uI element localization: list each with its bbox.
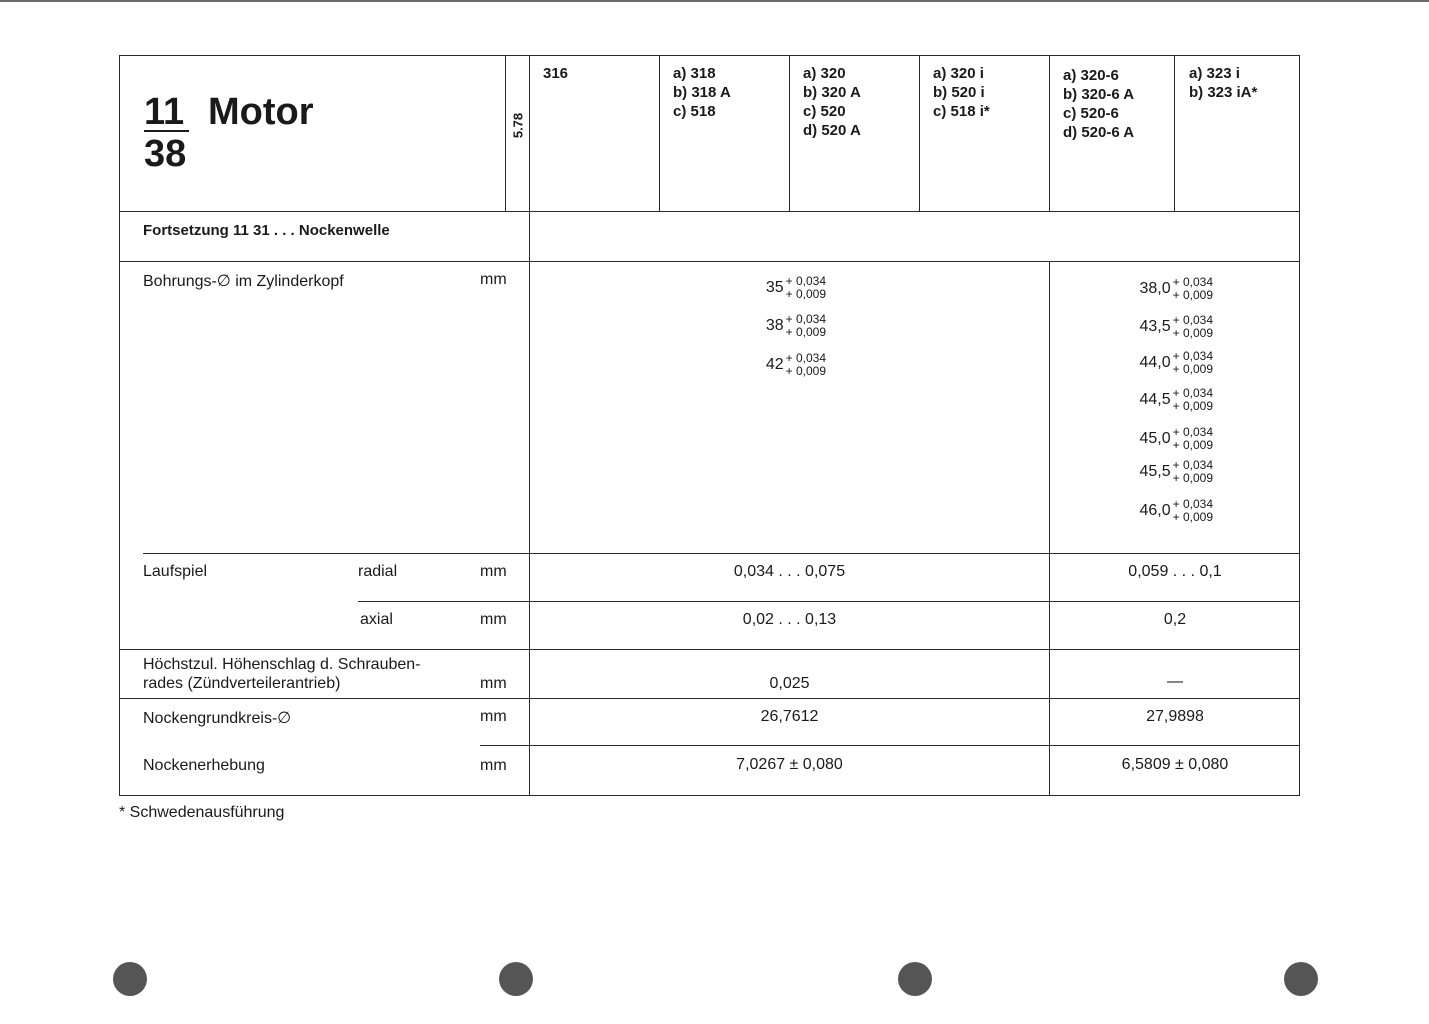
header-divider: [1049, 55, 1050, 212]
tolerance-value: 43,5 + 0,034 + 0,009: [1139, 313, 1213, 340]
page-top-edge: [0, 0, 1429, 2]
tolerance-value: 46,0 + 0,034 + 0,009: [1139, 497, 1213, 524]
fraction-line: [144, 130, 189, 132]
page-number: 38: [144, 133, 187, 175]
value-cell: 0,02 . . . 0,13: [742, 611, 837, 628]
version-label: 5.78: [510, 112, 526, 139]
model-column-323i: a) 323 i b) 323 iA*: [1189, 65, 1258, 101]
value-cell: 26,7612: [760, 708, 819, 725]
value-cell: 27,9898: [1146, 708, 1204, 725]
value-cell: 0,2: [1163, 611, 1187, 628]
page-title: Motor: [208, 91, 314, 133]
row-label-laufspiel: Laufspiel: [143, 563, 208, 580]
sub-label-axial: axial: [360, 611, 393, 628]
value-cell: 0,025: [769, 675, 810, 692]
section-bottom-line: [119, 261, 1300, 262]
punch-hole-icon: [898, 962, 932, 996]
unit-label: mm: [480, 563, 507, 580]
model-column-316: 316: [543, 65, 569, 82]
row-line: [358, 601, 1300, 602]
value-cell: 7,0267 ± 0,080: [736, 756, 843, 773]
header-divider: [505, 55, 506, 212]
unit-label: mm: [480, 271, 507, 288]
tolerance-value: 45,0 + 0,034 + 0,009: [1139, 425, 1213, 452]
tolerance-value: 35 + 0,034 + 0,009: [765, 274, 826, 301]
section-title: Fortsetzung 11 31 . . . Nockenwelle: [143, 222, 390, 239]
header-divider: [919, 55, 920, 212]
unit-label: mm: [480, 757, 507, 774]
punch-hole-icon: [113, 962, 147, 996]
model-column-320-6: a) 320-6 b) 320-6 A c) 520-6 d) 520-6 A: [1063, 67, 1135, 141]
punch-hole-icon: [1284, 962, 1318, 996]
row-line: [119, 649, 1300, 650]
sub-label-radial: radial: [358, 563, 398, 580]
tolerance-value: 45,5 + 0,034 + 0,009: [1139, 458, 1213, 485]
unit-label: mm: [480, 708, 507, 725]
model-column-320: a) 320 b) 320 A c) 520 d) 520 A: [803, 65, 861, 139]
unit-label: mm: [480, 611, 507, 628]
value-cell: —: [1167, 673, 1183, 690]
row-label-hoehenschlag-line2: rades (Zündverteilerantrieb): [143, 675, 341, 692]
tolerance-value: 44,0 + 0,034 + 0,009: [1139, 349, 1213, 376]
header-divider: [659, 55, 660, 212]
model-column-318: a) 318 b) 318 A c) 518: [673, 65, 731, 120]
tolerance-value: 38 + 0,034 + 0,009: [765, 312, 826, 339]
row-line: [119, 698, 1300, 699]
tolerance-value: 44,5 + 0,034 + 0,009: [1139, 386, 1213, 413]
model-column-320i: a) 320 i b) 520 i c) 518 i*: [933, 65, 990, 120]
value-cell: 0,034 . . . 0,075: [733, 563, 846, 580]
value-cell: 6,5809 ± 0,080: [1121, 756, 1229, 773]
header-divider: [1174, 55, 1175, 212]
row-label-hoehenschlag-line1: Höchstzul. Höhenschlag d. Schrauben-: [143, 656, 421, 673]
header-divider: [789, 55, 790, 212]
unit-label: mm: [480, 675, 507, 692]
group-number: 11: [144, 91, 185, 133]
tolerance-value: 42 + 0,034 + 0,009: [765, 351, 826, 378]
header-bottom-line: [119, 211, 1300, 212]
row-label-grundkreis: Nockengrundkreis-∅: [143, 710, 292, 727]
value-cell: 0,059 . . . 0,1: [1128, 563, 1222, 580]
row-label-bohrung: Bohrungs-∅ im Zylinderkopf: [143, 273, 344, 290]
tolerance-value: 38,0 + 0,034 + 0,009: [1139, 275, 1213, 302]
row-line: [480, 745, 1300, 746]
footnote: * Schwedenausführung: [119, 804, 285, 821]
row-label-erhebung: Nockenerhebung: [143, 757, 265, 774]
row-line: [143, 553, 1300, 554]
punch-hole-icon: [499, 962, 533, 996]
